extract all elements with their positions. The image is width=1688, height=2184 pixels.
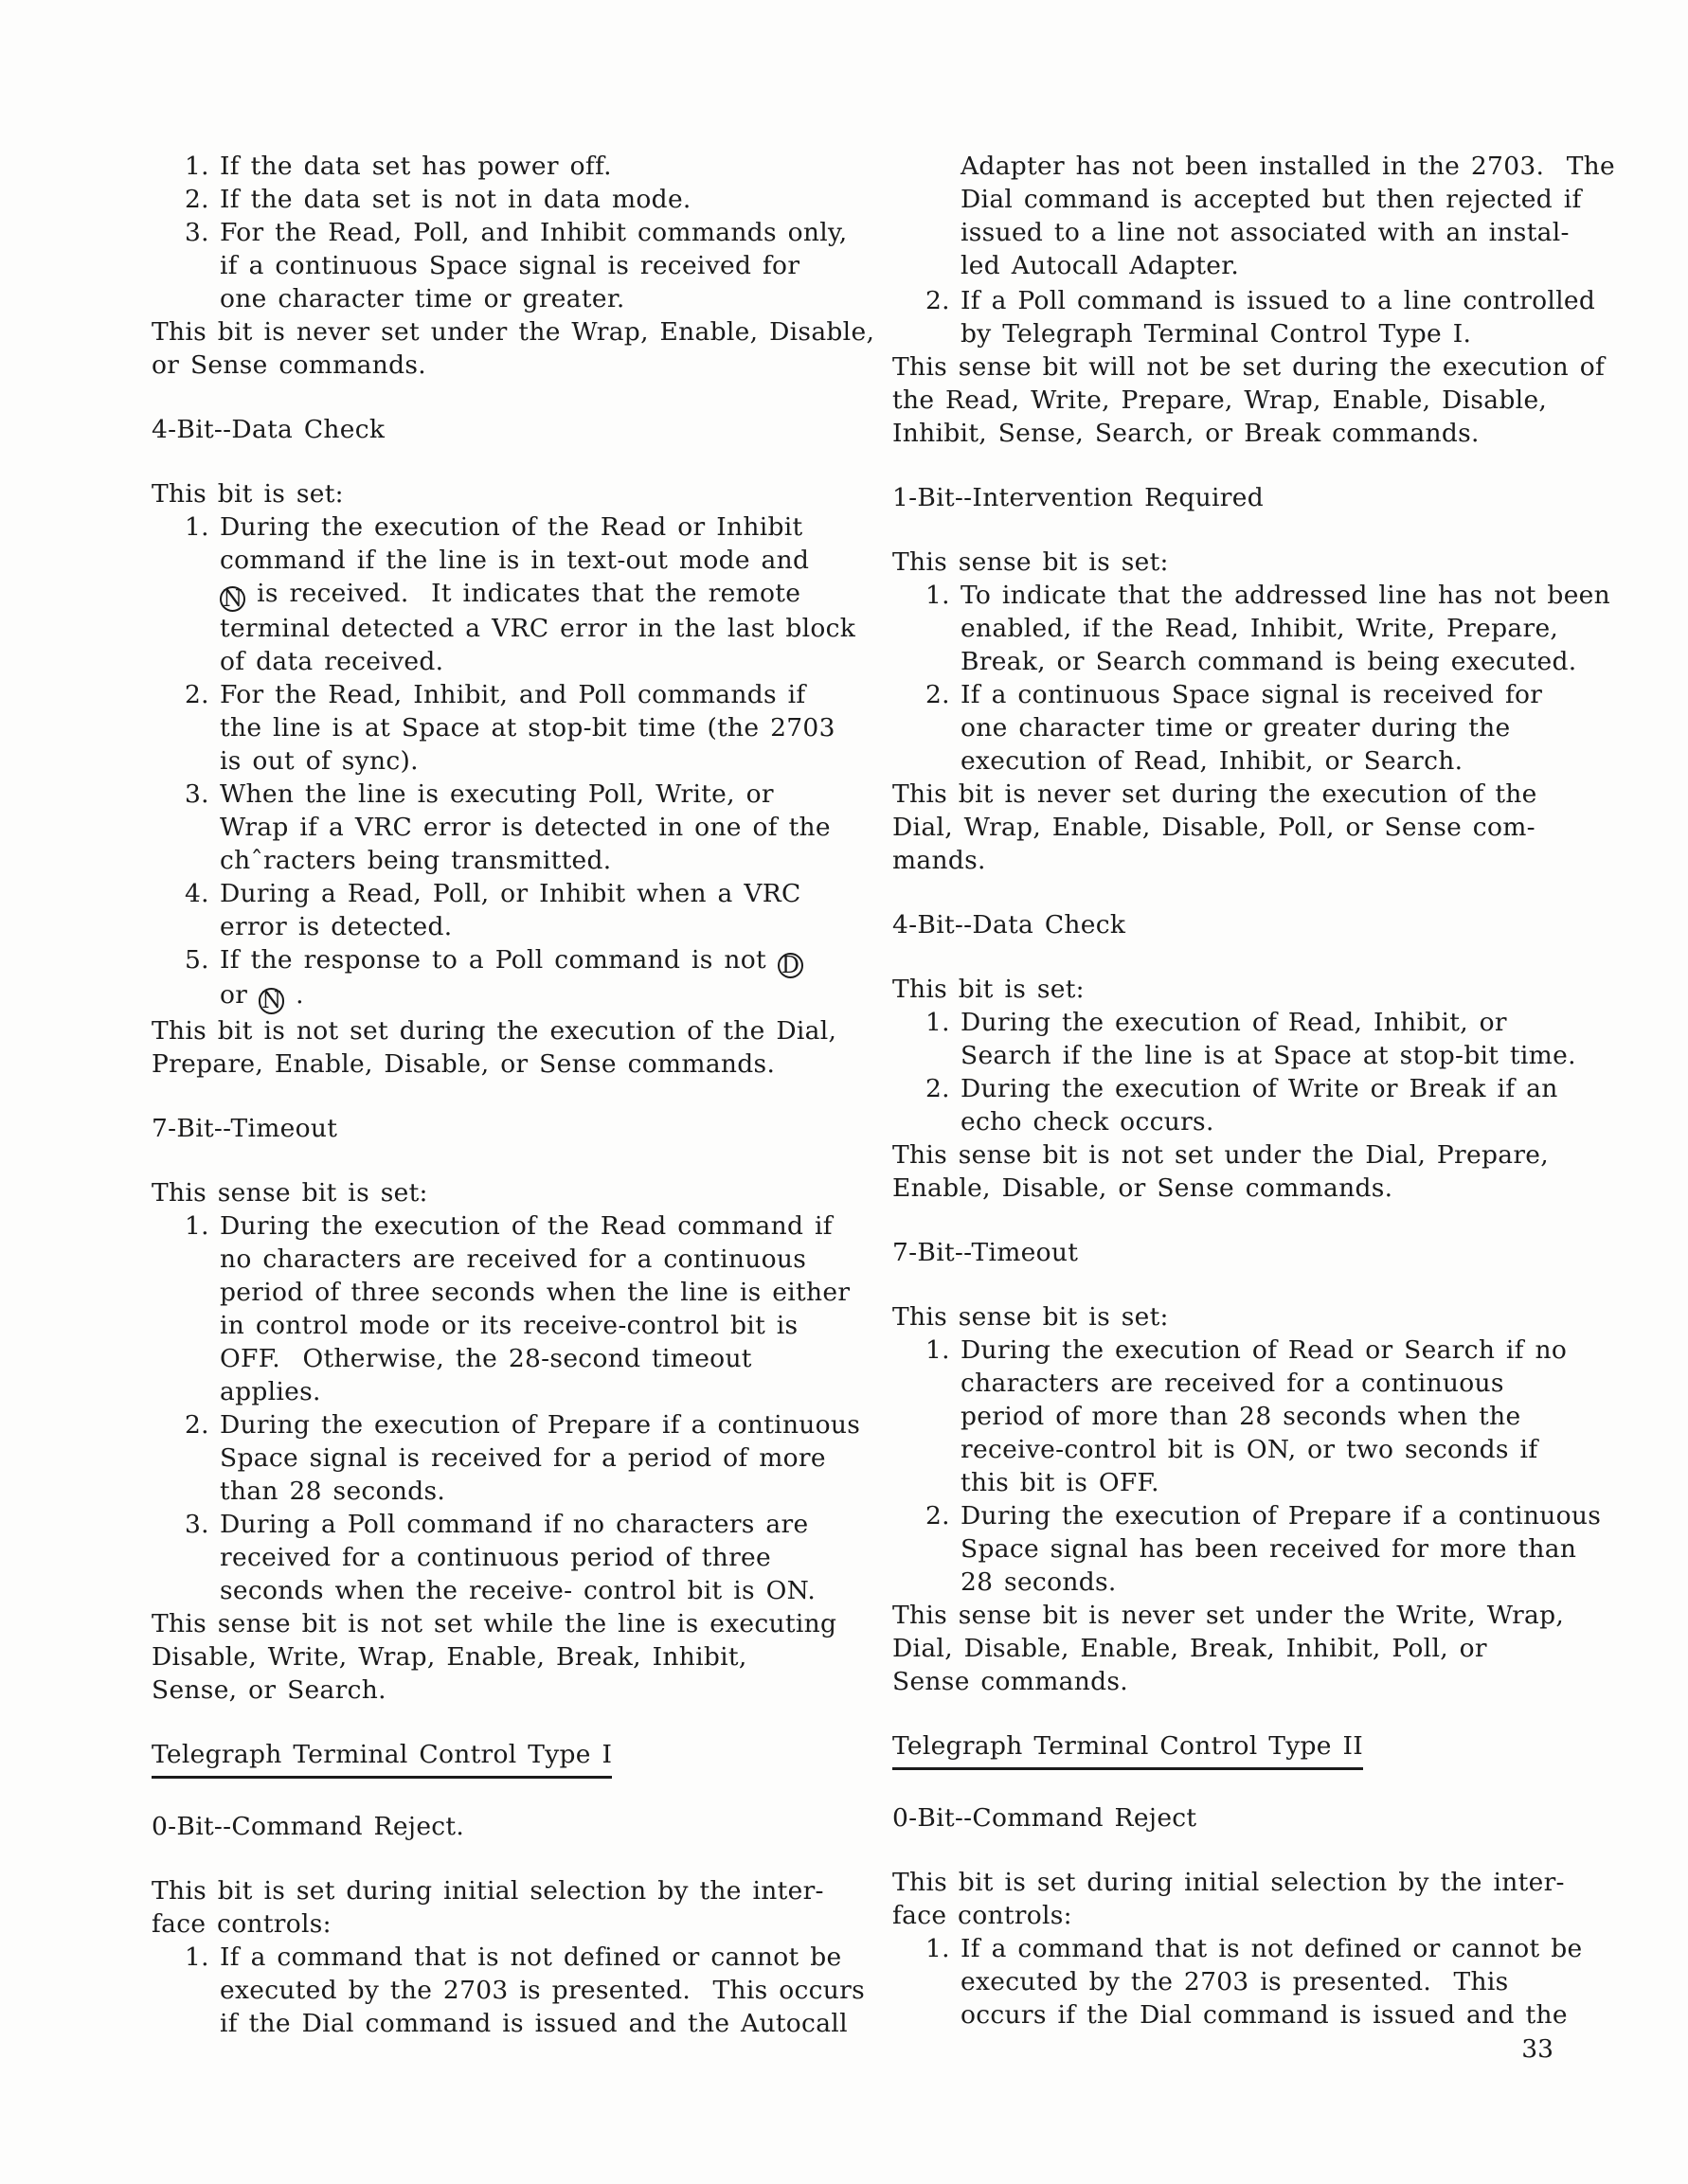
- list-item-text: [220, 216, 853, 315]
- list-item-number: 1.: [925, 581, 950, 610]
- left-column: [152, 150, 875, 2040]
- section-heading: Telegraph Terminal Control Type I: [152, 1738, 612, 1779]
- list-item-line: To indicate that the addressed line has not been: [961, 581, 1611, 610]
- list-item: [152, 877, 853, 943]
- page-number: 33: [1521, 2034, 1553, 2064]
- paragraph: [152, 477, 853, 510]
- section-heading: 0-Bit--Command Reject.: [152, 1811, 465, 1841]
- list-item-line: echo check occurs.: [961, 1107, 1214, 1137]
- section-heading-row: [152, 1738, 853, 1779]
- paragraph-line: This bit is set:: [892, 975, 1085, 1004]
- list-item-text: [220, 1209, 853, 1408]
- circled-N-symbol: N: [259, 988, 284, 1013]
- paragraph-line: This sense bit is not set while the line is executing: [152, 1608, 837, 1638]
- list-item-text: [220, 510, 856, 678]
- section-heading-row: [892, 1801, 1584, 1835]
- list-item-line: this bit is OFF.: [961, 1468, 1159, 1497]
- list-item-line: one character time or greater during the: [961, 713, 1511, 743]
- paragraph-line: Sense, or Search.: [152, 1674, 386, 1705]
- numbered-list: [152, 1209, 861, 1607]
- list-item-line: chˆracters being transmitted.: [220, 846, 612, 876]
- paragraph-line: mands.: [892, 846, 986, 875]
- paragraph-line: This bit is set:: [152, 479, 344, 509]
- paragraph: [152, 315, 875, 382]
- list-item-text: [961, 1932, 1584, 2032]
- section-heading: 7-Bit--Timeout: [892, 1238, 1079, 1267]
- section-heading-row: [892, 1236, 1584, 1269]
- list-item: [892, 1334, 1584, 1499]
- list-item-line: OFF. Otherwise, the 28-second timeout: [220, 1343, 752, 1373]
- paragraph-line: issued to a line not associated with an instal-: [961, 218, 1570, 247]
- list-item-line: If the data set is not in data mode.: [220, 185, 691, 214]
- numbered-list: [892, 1334, 1602, 1599]
- paragraph-line: Dial, Disable, Enable, Break, Inhibit, Poll, or: [892, 1634, 1487, 1663]
- list-item-line: one character time or greater.: [220, 284, 625, 313]
- list-item-line: applies.: [220, 1376, 321, 1406]
- list-item: [892, 579, 1611, 678]
- list-item-line: than 28 seconds.: [220, 1476, 446, 1506]
- list-item: [892, 678, 1584, 778]
- list-item-line: executed by the 2703 is presented. This occurs: [220, 1975, 866, 2005]
- numbered-list: [152, 510, 856, 1014]
- paragraph-line: This sense bit is not set under the Dial, Prepare,: [892, 1140, 1550, 1170]
- section-heading: 4-Bit--Data Check: [892, 910, 1126, 940]
- list-item-line: command if the line is in text-out mode and: [220, 546, 810, 575]
- paragraph: [892, 546, 1584, 579]
- list-item-line: During the execution of the Read or Inhibit: [220, 512, 803, 542]
- list-item-text: [220, 1508, 853, 1607]
- list-item-number: 2.: [925, 286, 950, 315]
- circled-D-symbol: D: [778, 953, 803, 978]
- list-item-line: If a command that is not defined or cannot be: [220, 1942, 842, 1972]
- paragraph-line: This sense bit is never set under the Write, Wrap,: [892, 1601, 1565, 1630]
- list-item-line: Space signal has been received for more than: [961, 1534, 1577, 1564]
- paragraph-line: Sense commands.: [892, 1667, 1129, 1696]
- list-item-line: During a Read, Poll, or Inhibit when a VRC: [220, 879, 801, 909]
- list-item-line: if a continuous Space signal is received for: [220, 251, 800, 280]
- list-item-line: executed by the 2703 is presented. This: [961, 1967, 1509, 1996]
- paragraph-line: face controls:: [152, 1908, 332, 1939]
- list-item: [152, 150, 853, 183]
- list-item-line: If a continuous Space signal is received for: [961, 680, 1543, 709]
- list-item-line: N is received. It indicates that the remote: [220, 577, 853, 612]
- list-item-line: terminal detected a VRC error in the last block: [220, 614, 856, 644]
- list-item-number: 1.: [185, 152, 209, 181]
- list-item-text: [220, 1941, 866, 2040]
- list-item-line: period of more than 28 seconds when the: [961, 1402, 1521, 1431]
- list-item: [892, 1006, 1584, 1072]
- list-item-text: [961, 579, 1611, 678]
- list-item-number: 2.: [185, 1409, 209, 1440]
- section-heading: 4-Bit--Data Check: [152, 415, 386, 444]
- list-item-line: Search if the line is at Space at stop-bit time.: [961, 1041, 1576, 1070]
- list-item-line: Break, or Search command is being executed.: [961, 647, 1577, 676]
- list-item-number: 1.: [925, 1934, 950, 1963]
- paragraph: [892, 778, 1584, 877]
- list-item-line: the line is at Space at stop-bit time (the 2703: [220, 713, 835, 743]
- list-item: [152, 1408, 861, 1508]
- paragraph-line: This sense bit is set:: [892, 1302, 1169, 1332]
- numbered-list: [152, 150, 853, 315]
- list-item-number: 1.: [185, 512, 209, 542]
- paragraph-line: This sense bit is set:: [892, 547, 1169, 577]
- list-item-line: If a command that is not defined or cannot be: [961, 1934, 1583, 1963]
- list-item-text: [220, 778, 853, 877]
- section-heading-row: [892, 481, 1584, 514]
- list-item-text: [961, 1334, 1584, 1499]
- section-heading: 7-Bit--Timeout: [152, 1113, 338, 1143]
- paragraph: [152, 1607, 853, 1707]
- section-heading: Telegraph Terminal Control Type II: [892, 1729, 1363, 1770]
- list-item-line: During a Poll command if no characters are: [220, 1509, 809, 1539]
- list-item-line: 28 seconds.: [961, 1567, 1117, 1597]
- paragraph-line: the Read, Write, Prepare, Wrap, Enable, Disable,: [892, 385, 1548, 415]
- list-item-line: or N .: [220, 980, 304, 1014]
- list-item-line: by Telegraph Terminal Control Type I.: [961, 319, 1472, 349]
- paragraph-line: or Sense commands.: [152, 350, 426, 380]
- right-column: [892, 150, 1616, 2032]
- paragraph-line: This bit is not set during the execution of the Dial,: [152, 1015, 837, 1046]
- list-item-text: [961, 284, 1596, 350]
- section-heading-row: [892, 908, 1584, 941]
- list-item-number: 2.: [185, 680, 209, 710]
- list-item-line: execution of Read, Inhibit, or Search.: [961, 746, 1464, 776]
- section-heading-row: [152, 413, 853, 446]
- list-item-number: 5.: [185, 945, 209, 976]
- circled-N-symbol: N: [220, 586, 245, 612]
- section-heading-row: [152, 1810, 853, 1843]
- list-item: [892, 1072, 1584, 1138]
- list-item-number: 1.: [185, 1942, 209, 1972]
- section-heading-row: [152, 1112, 853, 1145]
- list-item-number: 1.: [925, 1335, 950, 1365]
- list-item: [152, 778, 853, 877]
- list-item-line: When the line is executing Poll, Write, or: [220, 779, 774, 810]
- numbered-list: [892, 1932, 1584, 2032]
- list-item-line: if the Dial command is issued and the Autocall: [220, 2008, 848, 2038]
- paragraph: [892, 973, 1584, 1006]
- list-item-line: seconds when the receive- control bit is ON.: [220, 1575, 817, 1605]
- list-item-number: 3.: [185, 1509, 209, 1539]
- list-item-line: During the execution of Prepare if a continuous: [220, 1409, 861, 1440]
- paragraph-line: Adapter has not been installed in the 2703. The: [961, 152, 1616, 181]
- list-item-line: For the Read, Inhibit, and Poll commands if: [220, 680, 806, 710]
- list-item-line: During the execution of Read, Inhibit, or: [961, 1008, 1507, 1037]
- numbered-list: [892, 579, 1611, 778]
- list-item-text: [220, 1408, 861, 1508]
- list-item-line: If a Poll command is issued to a line controlled: [961, 286, 1596, 315]
- list-item-line: enabled, if the Read, Inhibit, Write, Prepare,: [961, 614, 1559, 643]
- list-item-line: For the Read, Poll, and Inhibit commands only,: [220, 218, 848, 247]
- list-item-line: During the execution of Read or Search if no: [961, 1335, 1568, 1365]
- list-item-number: 2.: [185, 185, 209, 214]
- list-item: [152, 510, 856, 678]
- list-item-line: receive-control bit is ON, or two seconds if: [961, 1435, 1538, 1464]
- list-item-text: [961, 1499, 1602, 1599]
- list-item-line: error is detected.: [220, 912, 453, 942]
- section-heading: 1-Bit--Intervention Required: [892, 483, 1265, 512]
- list-item-text: [961, 1072, 1584, 1138]
- list-item-text: [220, 943, 853, 1013]
- paragraph-line: Enable, Disable, or Sense commands.: [892, 1173, 1393, 1203]
- paragraph: [892, 350, 1606, 450]
- numbered-list: [892, 284, 1596, 350]
- list-item: [152, 1209, 853, 1408]
- paragraph-line: Inhibit, Sense, Search, or Break commands.: [892, 419, 1480, 448]
- list-item-number: 3.: [185, 779, 209, 810]
- list-item-line: During the execution of Write or Break if an: [961, 1074, 1558, 1103]
- list-item-line: Wrap if a VRC error is detected in one of the: [220, 813, 831, 843]
- list-item-line: If the response to a Poll command is not D: [220, 943, 853, 978]
- paragraph-line: This bit is set during initial selection by the inter-: [152, 1875, 824, 1906]
- list-item: [152, 943, 853, 1013]
- paragraph: [152, 1176, 853, 1209]
- paragraph-line: Dial command is accepted but then rejected if: [961, 185, 1582, 214]
- list-item-text: [961, 1006, 1584, 1072]
- list-item: [892, 284, 1596, 350]
- list-item-line: is out of sync).: [220, 746, 419, 777]
- paragraph-line: Dial, Wrap, Enable, Disable, Poll, or Sense com-: [892, 813, 1535, 842]
- list-item-line: If the data set has power off.: [220, 152, 612, 181]
- list-item-text: [220, 150, 853, 183]
- list-item: [152, 678, 853, 778]
- list-item: [152, 216, 853, 315]
- list-item-line: occurs if the Dial command is issued and the: [961, 2000, 1568, 2030]
- section-heading-row: [892, 1729, 1584, 1770]
- list-item-line: Space signal is received for a period of more: [220, 1442, 826, 1473]
- paragraph-line: This sense bit is set:: [152, 1177, 428, 1208]
- paragraph: [892, 1599, 1584, 1698]
- list-item-number: 1.: [185, 1210, 209, 1241]
- paragraph-line: This bit is set during initial selection by the inter-: [892, 1868, 1565, 1897]
- paragraph-line: This bit is never set under the Wrap, Enable, Disable,: [152, 317, 875, 347]
- paragraph: [892, 1300, 1584, 1334]
- list-item-line: no characters are received for a continuous: [220, 1244, 807, 1274]
- list-item: [152, 183, 853, 216]
- list-item-text: [220, 877, 853, 943]
- numbered-list: [152, 1941, 866, 2040]
- list-item-text: [961, 678, 1584, 778]
- list-item-line: in control mode or its receive-control bit is: [220, 1310, 799, 1340]
- paragraph-line: This sense bit will not be set during the execution of: [892, 352, 1606, 382]
- list-item-line: period of three seconds when the line is either: [220, 1277, 851, 1307]
- paragraph-line: led Autocall Adapter.: [961, 251, 1240, 280]
- list-item-line: During the execution of the Read command if: [220, 1210, 833, 1241]
- paragraph: [892, 1138, 1584, 1205]
- paragraph-line: Disable, Write, Wrap, Enable, Break, Inhibit,: [152, 1641, 747, 1672]
- paragraph: [892, 1866, 1584, 1932]
- list-item-line: of data received.: [220, 647, 444, 677]
- list-item-number: 1.: [925, 1008, 950, 1037]
- list-item: [892, 1499, 1602, 1599]
- list-item-text: [220, 678, 853, 778]
- paragraph: [961, 150, 1616, 282]
- numbered-list: [892, 1006, 1584, 1138]
- list-item-text: [220, 183, 853, 216]
- list-item-number: 4.: [185, 879, 209, 909]
- section-heading: 0-Bit--Command Reject: [892, 1803, 1197, 1833]
- paragraph: [152, 1014, 853, 1081]
- list-item-number: 2.: [925, 680, 950, 709]
- list-item-number: 2.: [925, 1074, 950, 1103]
- list-item-line: received for a continuous period of three: [220, 1542, 771, 1572]
- list-item-line: characters are received for a continuous: [961, 1369, 1504, 1398]
- list-item-number: 2.: [925, 1501, 950, 1531]
- list-item-line: During the execution of Prepare if a continuous: [961, 1501, 1602, 1531]
- list-item-number: 3.: [185, 218, 209, 247]
- paragraph-line: face controls:: [892, 1901, 1072, 1930]
- paragraph-line: This bit is never set during the execution of the: [892, 779, 1537, 809]
- list-item: [152, 1941, 866, 2040]
- list-item: [152, 1508, 853, 1607]
- paragraph-line: Prepare, Enable, Disable, or Sense commands.: [152, 1048, 776, 1079]
- list-item: [892, 1932, 1584, 2032]
- paragraph: [152, 1874, 853, 1941]
